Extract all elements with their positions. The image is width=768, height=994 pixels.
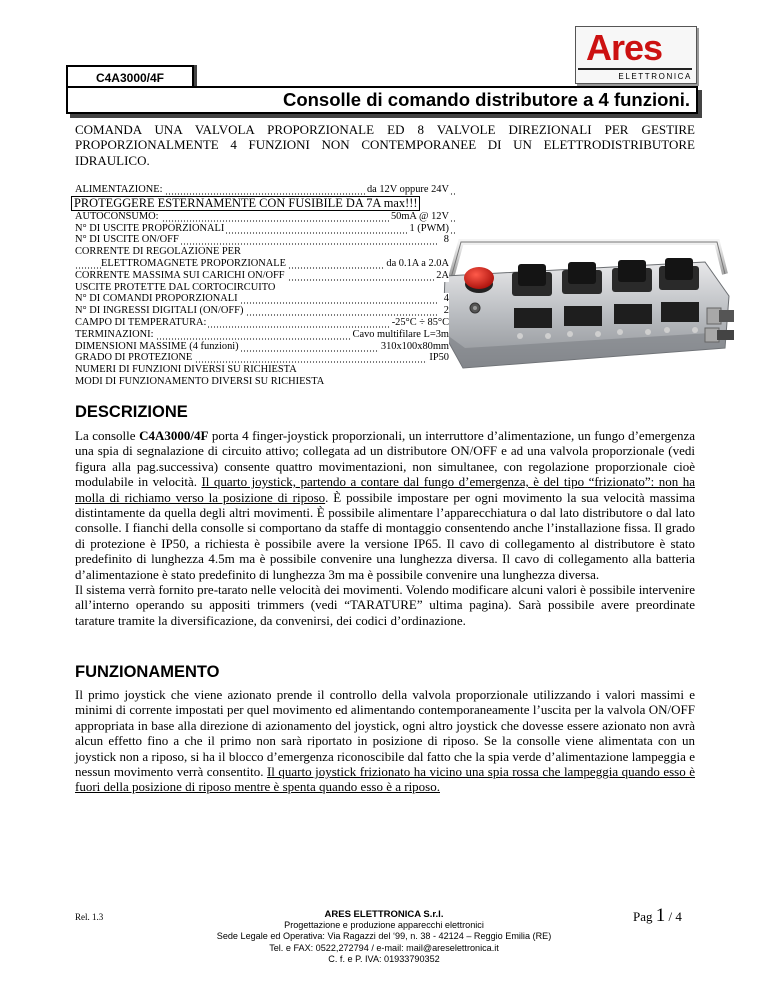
- logo-subtitle: ELETTRONICA: [618, 72, 692, 81]
- spec-row: CORRENTE MASSIMA SUI CARICHI ON/OFF 2A: [75, 270, 455, 282]
- page-number: Pag 1 / 4: [633, 905, 682, 926]
- company-name: ARES ELETTRONICA S.r.l.: [324, 909, 444, 920]
- spec-row: GRADO DI PROTEZIONE IP50: [75, 352, 455, 364]
- logo-word: Ares: [586, 27, 663, 68]
- spec-row: ALIMENTAZIONE: da 12V oppure 24V: [75, 184, 455, 196]
- underlined-note: Il quarto joystick, partendo a contare dal fungo d’emergenza, è del tipo “frizionato”: non ha molla di richiamo verso la posizione di riposo: [75, 474, 695, 505]
- spec-row: TERMINAZIONI: Cavo multifilare L=3m: [75, 329, 455, 341]
- release-label: Rel. 1.3: [75, 912, 104, 922]
- section-heading-funzionamento: FUNZIONAMENTO: [75, 663, 220, 681]
- spec-row: USCITE PROTETTE DAL CORTOCIRCUITO: [75, 281, 276, 293]
- footer-line: Progettazione e produzione apparecchi elettronici: [284, 920, 484, 931]
- description-paragraph: La consolle C4A3000/4F porta 4 finger-joystick proporzionali, un interruttore d’alimentazione, un fungo d’emergenza una spia di segnalazione di circuito attivo; collegata ad un distributore ON/OFF e ad una valvola proporzionale (vedi figura alla pag.successiva) consente quattro movimentazioni, non simultanee, con regolazione proporzionale cioè modulabile in velocità. Il quarto joystick, partendo a contare dal fungo d’emergenza, è del tipo “frizionato”: non ha molla di richiamo verso la posizione di riposo. È possibile impostare per ogni movimento la sua velocità massima distintamente da quella degli altri movimenti. È possibile alimentare l’apparecchiatura o dal lato distributore o dal lato consolle. I fianchi della consolle si comportano da staffe di montaggio consentendo anche l’installazione fissa. Il grado di protezione è IP50, a richiesta è possibile avere la versione IP65. Il cavo di collegamento al distributore è stato predefinito di lunghezza 4.5m ma è possibile convenire una lunghezza diversa. Il cavo di collegamento alla batteria d’alimentazione è stato predefinito di lunghezza 3m ma è possibile convenire una lunghezza diversa.: [75, 428, 695, 582]
- fuse-warning: PROTEGGERE ESTERNAMENTE CON FUSIBILE DA 7A max!!!: [71, 196, 420, 211]
- spec-row: N° DI USCITE ON/OFF 8: [75, 234, 455, 246]
- footer-line: Tel. e FAX: 0522,272794 / e-mail: mail@areselettronica.it: [269, 942, 499, 953]
- product-code: C4A3000/4F: [95, 71, 165, 85]
- ares-logo: [575, 26, 697, 84]
- spec-row: CORRENTE DI REGOLAZIONE PER: [75, 246, 241, 258]
- spec-list: [75, 184, 455, 388]
- intro-text: COMANDA UNA VALVOLA PROPORZIONALE ED 8 VALVOLE DIREZIONALI PER GESTIRE PROPORZIONALMENTE 4 FUNZIONI NON CONTEMPORANEE DI UN ELETTRODISTRIBUTORE IDRAULICO.: [75, 122, 695, 168]
- console-photo: [437, 236, 734, 384]
- spec-row: N° DI INGRESSI DIGITALI (ON/OFF) 2: [75, 305, 455, 317]
- description-paragraph: Il sistema verrà fornito pre-tarato nelle velocità dei movimenti. Volendo modificare alcuni valori è possibile intervenire all’interno operando su appositi trimmers (vedi “TARATURE” ultima pagina). Sarà possibile avere preordinate tarature tramite la diversificazione, da convenirsi, dei codici d’ordinazione.: [75, 582, 695, 628]
- footer-line: C. f. e P. IVA: 01933790352: [328, 953, 440, 964]
- spec-row: MODI DI FUNZIONAMENTO DIVERSI SU RICHIESTA: [75, 375, 325, 387]
- section-heading-descrizione: DESCRIZIONE: [75, 403, 188, 421]
- funzionamento-text: Il primo joystick che viene azionato prende il controllo della valvola proporzionale utilizzando i valori massimi e minimi di corrente impostati per quel movimento ed alimentando contemporaneamente l’uscita per la valvola ON/OFF appropriata in base alla direzione di azionamento del joystick, ogni altro joystick che dovesse essere azionato non avrà alcun effetto fino a che il primo non sarà riportato in posizione di riposo. Se la consolle viene alimentata con un joystick non a riposo, si ha il blocco d’emergenza riconoscibile dal fatto che la spia verde d’alimentazione lampeggia e nessun movimento verrà consentito. Il quarto joystick frizionato ha vicino una spia rossa che lampeggia quando esso è fuori della posizione di riposo mentre è spenta quando esso è a riposo.: [75, 687, 695, 795]
- title-box: [66, 86, 698, 114]
- spec-row: DIMENSIONI MASSIME (4 funzioni) 310x100x80mm: [75, 341, 455, 353]
- description-text: [75, 428, 695, 628]
- spec-row: CAMPO DI TEMPERATURA: -25°C ÷ 85°C: [75, 317, 455, 329]
- underlined-note: Il quarto joystick frizionato ha vicino una spia rossa che lampeggia quando esso è fuori della posizione di riposo mentre è spenta quando esso è a riposo.: [75, 764, 695, 795]
- spec-row: AUTOCONSUMO: 50mA @ 12V: [75, 211, 455, 223]
- product-code-inline: C4A3000/4F: [139, 428, 209, 443]
- spec-row: NUMERI DI FUNZIONI DIVERSI SU RICHIESTA: [75, 364, 297, 376]
- spec-row: N° DI USCITE PROPORZIONALI 1 (PWM): [75, 223, 455, 235]
- logo-bar: [578, 68, 692, 70]
- footer-line: Sede Legale ed Operativa: Via Ragazzi del ‘99, n. 38 - 42124 – Reggio Emilia (RE): [216, 931, 552, 942]
- spec-row: N° DI COMANDI PROPORZIONALI 4: [75, 293, 455, 305]
- spec-row: ELETTROMAGNETE PROPORZIONALE da 0.1A a 2.0A: [75, 258, 455, 270]
- page-title: Consolle di comando distributore a 4 funzioni.: [282, 89, 690, 110]
- emergency-button: [464, 267, 494, 289]
